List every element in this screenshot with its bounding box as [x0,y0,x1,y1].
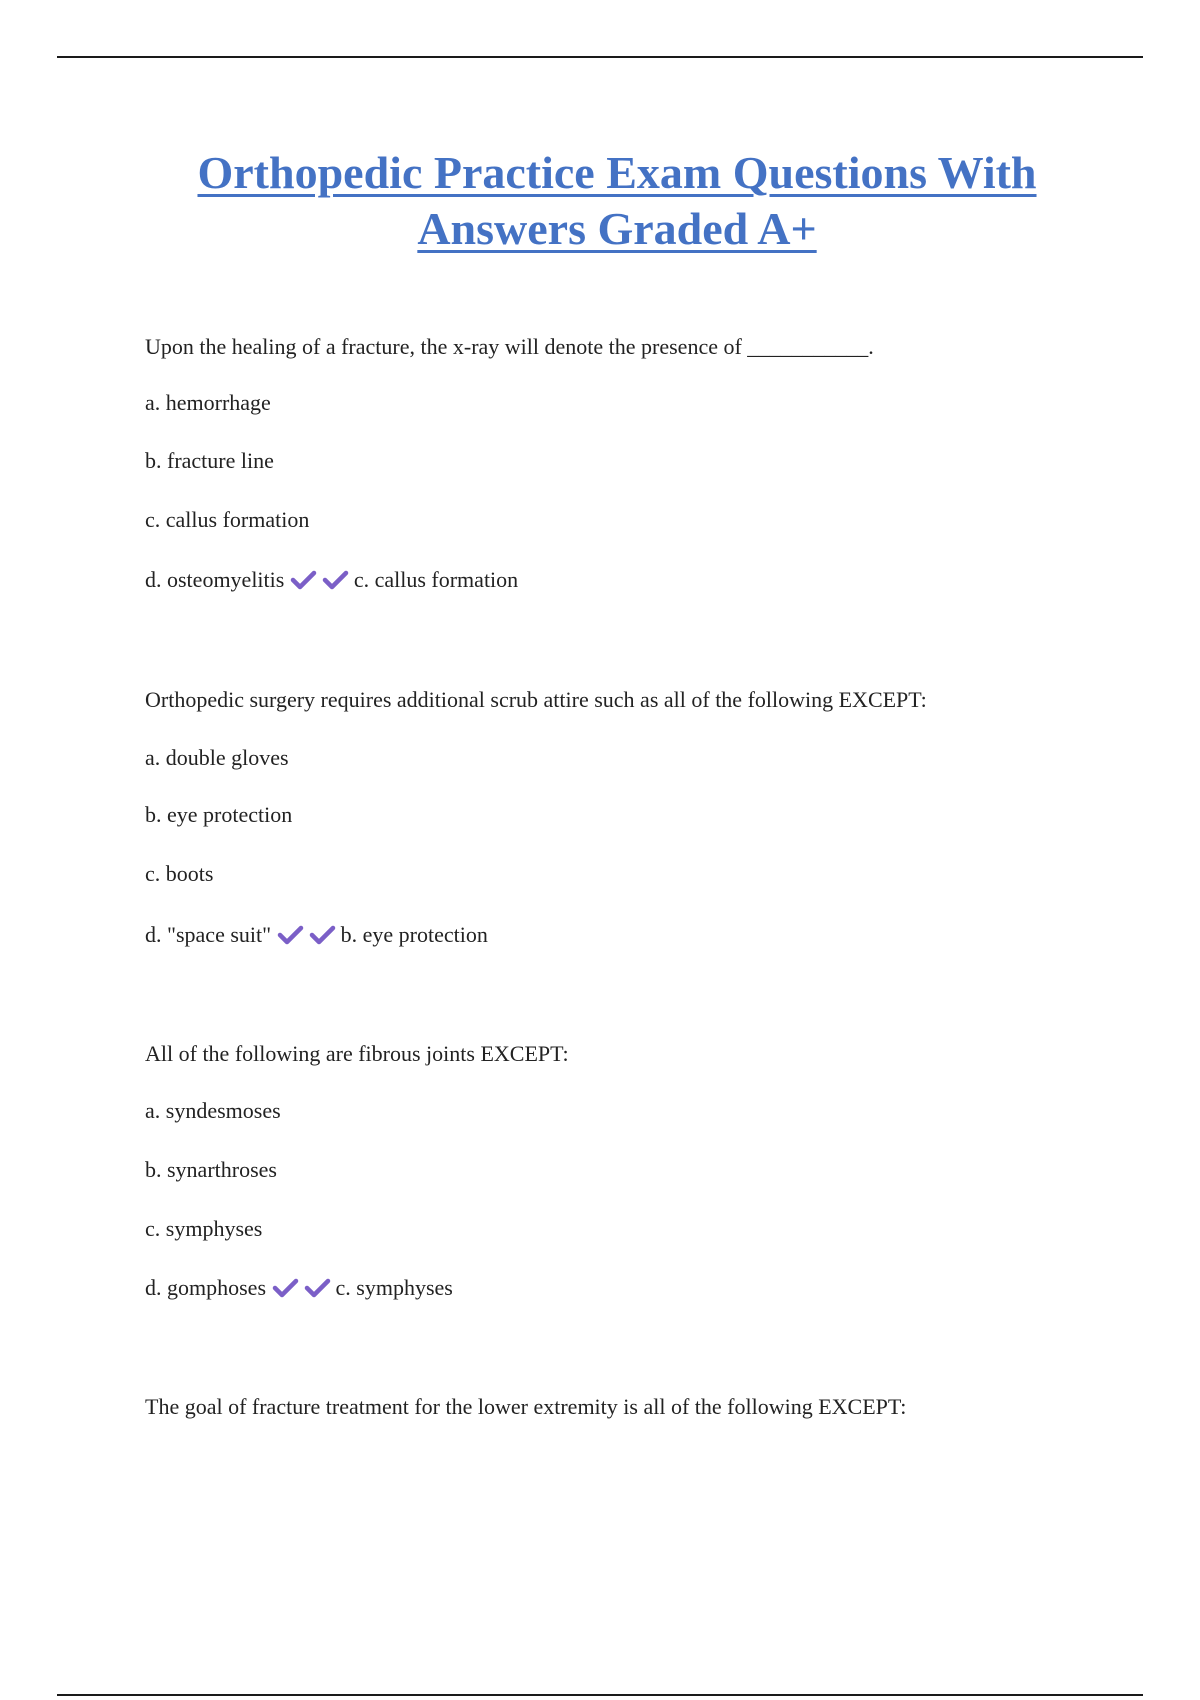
question-2-option-d: d. "space suit" [145,922,272,947]
question-2-option-c: c. boots [145,861,214,886]
question-3-option-d: d. gomphoses [145,1275,266,1300]
question-4-prompt: The goal of fracture treatment for the lower extremity is all of the following EXCEPT: [145,1394,907,1419]
question-1-option-b: b. fracture line [145,448,274,473]
check-icon [290,570,317,590]
question-3-option-c: c. symphyses [145,1216,263,1241]
question-1-answer-line [145,566,518,594]
question-2-option-a: a. double gloves [145,745,289,770]
question-3-answer: c. symphyses [335,1275,453,1300]
question-2-prompt: Orthopedic surgery requires additional scrub attire such as all of the following EXCEPT: [145,687,927,712]
check-icon [304,1278,331,1298]
footer-rule [57,1694,1143,1696]
check-icon [272,1278,299,1298]
header-rule [57,56,1143,58]
check-icon [322,570,349,590]
question-1-answer: c. callus formation [353,567,519,592]
check-icon [277,925,304,945]
question-2-option-b: b. eye protection [145,802,293,827]
question-2-answer-line [145,921,488,949]
document-title [0,145,1200,257]
question-1-option-c: c. callus formation [145,507,310,532]
check-icon [309,925,336,945]
title-line-1: Orthopedic Practice Exam Questions With [197,147,1037,198]
question-1-option-d: d. osteomyelitis [145,567,285,592]
title-line-2: Answers Graded A+ [417,203,817,254]
question-3-option-a: a. syndesmoses [145,1098,281,1123]
question-2-answer: b. eye protection [340,922,488,947]
question-1-prompt: Upon the healing of a fracture, the x-ray will denote the presence of ___________. [145,334,874,359]
question-1-option-a: a. hemorrhage [145,390,271,415]
question-3-answer-line [145,1274,453,1302]
question-3-prompt: All of the following are fibrous joints EXCEPT: [145,1041,569,1066]
question-3-option-b: b. synarthroses [145,1157,277,1182]
